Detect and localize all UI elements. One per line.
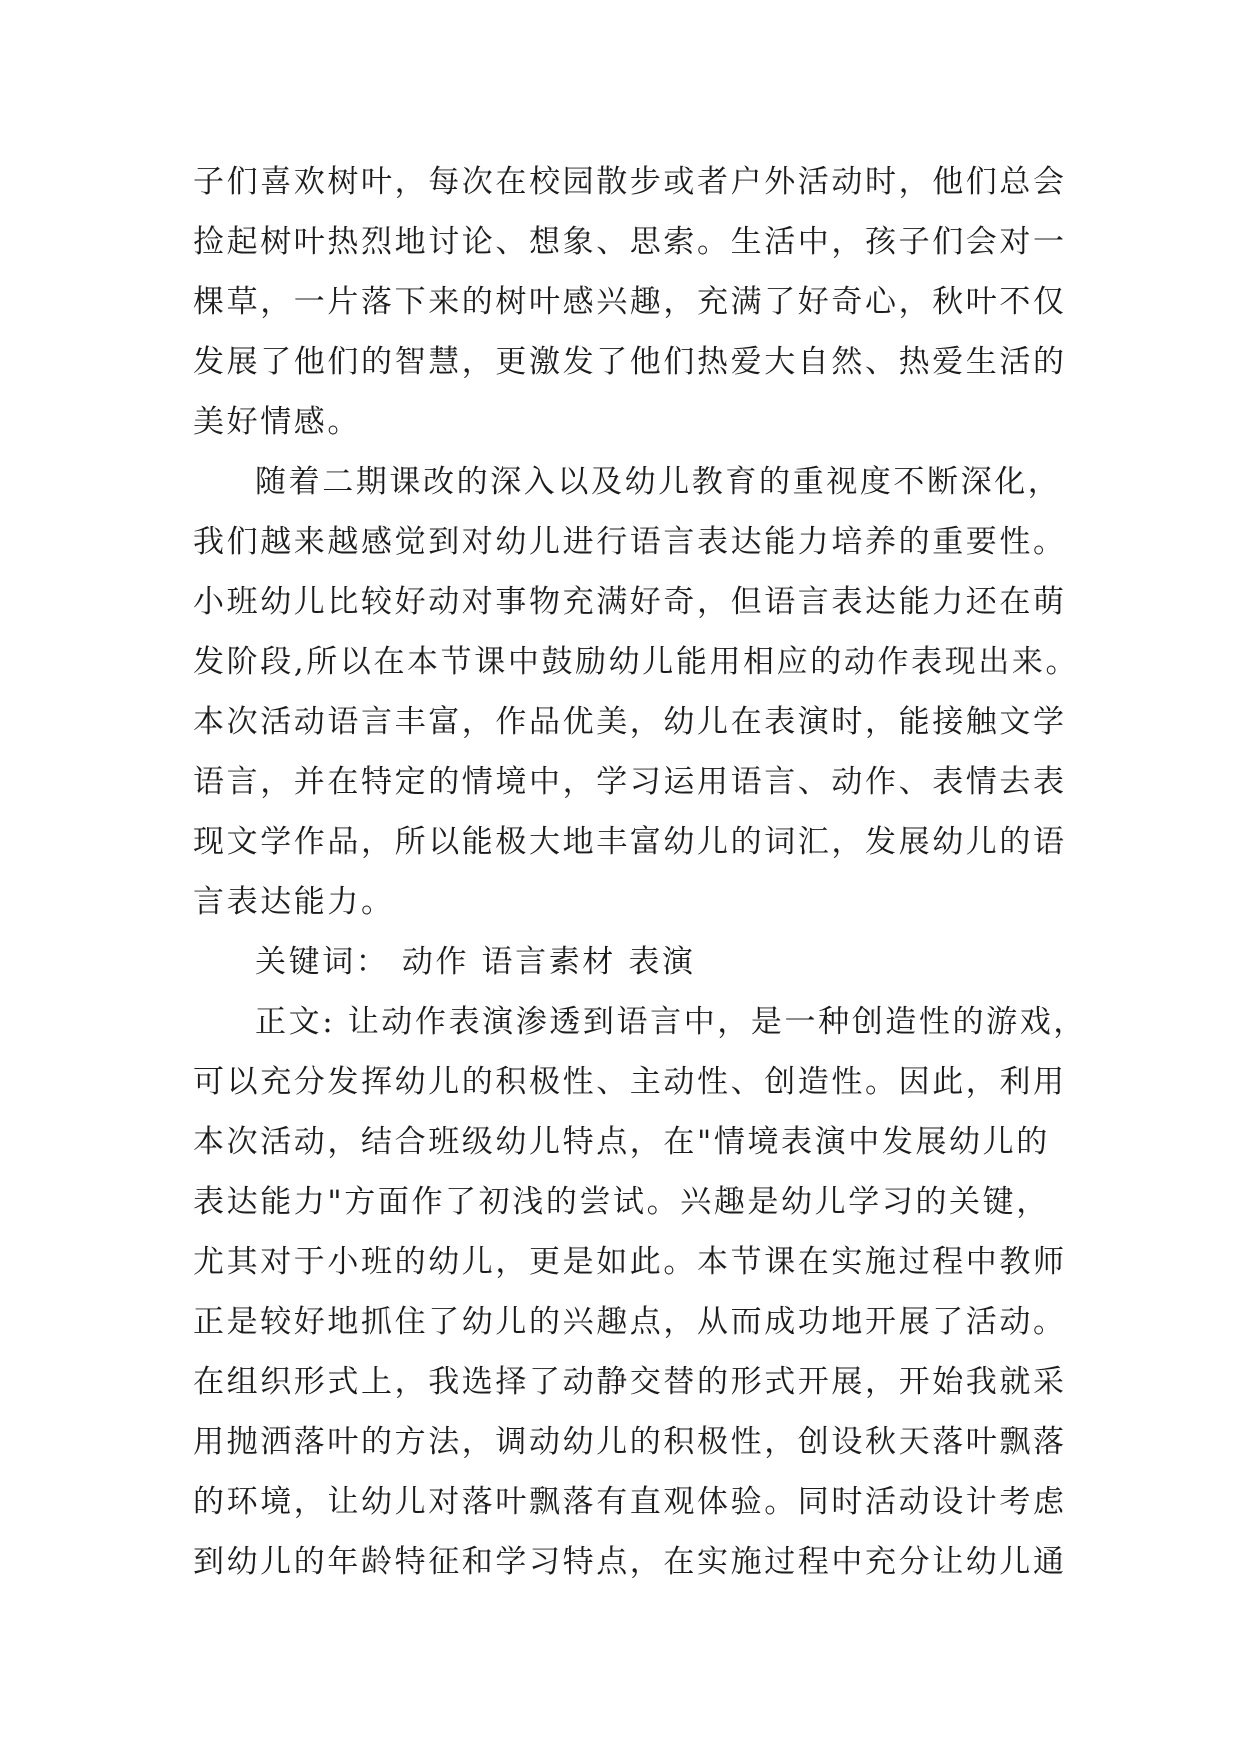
text-line: 用抛洒落叶的方法，调动幼儿的积极性，创设秋天落叶飘落 (193, 1424, 1067, 1460)
text-line: 关键词： 动作 语言素材 表演 (255, 944, 696, 980)
text-line: 正文: 让动作表演渗透到语言中，是一种创造性的游戏， (255, 1004, 1087, 1040)
document-body (193, 152, 1087, 1592)
text-line: 发阶段,所以在本节课中鼓励幼儿能用相应的动作表现出来。 (193, 644, 1080, 680)
text-line: 现文学作品，所以能极大地丰富幼儿的词汇，发展幼儿的语 (193, 824, 1067, 860)
text-line: 本次活动语言丰富，作品优美，幼儿在表演时，能接触文学 (193, 704, 1067, 740)
text-line: 可以充分发挥幼儿的积极性、主动性、创造性。因此，利用 (193, 1064, 1067, 1100)
text-line: 发展了他们的智慧，更激发了他们热爱大自然、热爱生活的 (193, 344, 1067, 380)
text-line: 在组织形式上，我选择了动静交替的形式开展，开始我就采 (193, 1364, 1067, 1400)
text-line: 语言，并在特定的情境中，学习运用语言、动作、表情去表 (193, 764, 1067, 800)
text-line: 本次活动，结合班级幼儿特点，在"情境表演中发展幼儿的 (193, 1124, 1050, 1160)
text-line: 美好情感。 (193, 404, 361, 440)
text-line: 尤其对于小班的幼儿，更是如此。本节课在实施过程中教师 (193, 1244, 1067, 1280)
text-line: 的环境，让幼儿对落叶飘落有直观体验。同时活动设计考虑 (193, 1484, 1067, 1520)
text-line: 正是较好地抓住了幼儿的兴趣点，从而成功地开展了活动。 (193, 1304, 1067, 1340)
text-line: 小班幼儿比较好动对事物充满好奇，但语言表达能力还在萌 (193, 584, 1067, 620)
text-line: 随着二期课改的深入以及幼儿教育的重视度不断深化， (255, 464, 1062, 500)
text-line: 表达能力"方面作了初浅的尝试。兴趣是幼儿学习的关键， (193, 1184, 1050, 1220)
text-line: 捡起树叶热烈地讨论、想象、思索。生活中，孩子们会对一 (193, 224, 1067, 260)
text-line: 言表达能力。 (193, 884, 395, 920)
text-line: 棵草，一片落下来的树叶感兴趣，充满了好奇心，秋叶不仅 (193, 284, 1067, 320)
text-line: 子们喜欢树叶，每次在校园散步或者户外活动时，他们总会 (193, 164, 1067, 200)
text-line: 我们越来越感觉到对幼儿进行语言表达能力培养的重要性。 (193, 524, 1067, 560)
text-line: 到幼儿的年龄特征和学习特点，在实施过程中充分让幼儿通 (193, 1544, 1067, 1580)
